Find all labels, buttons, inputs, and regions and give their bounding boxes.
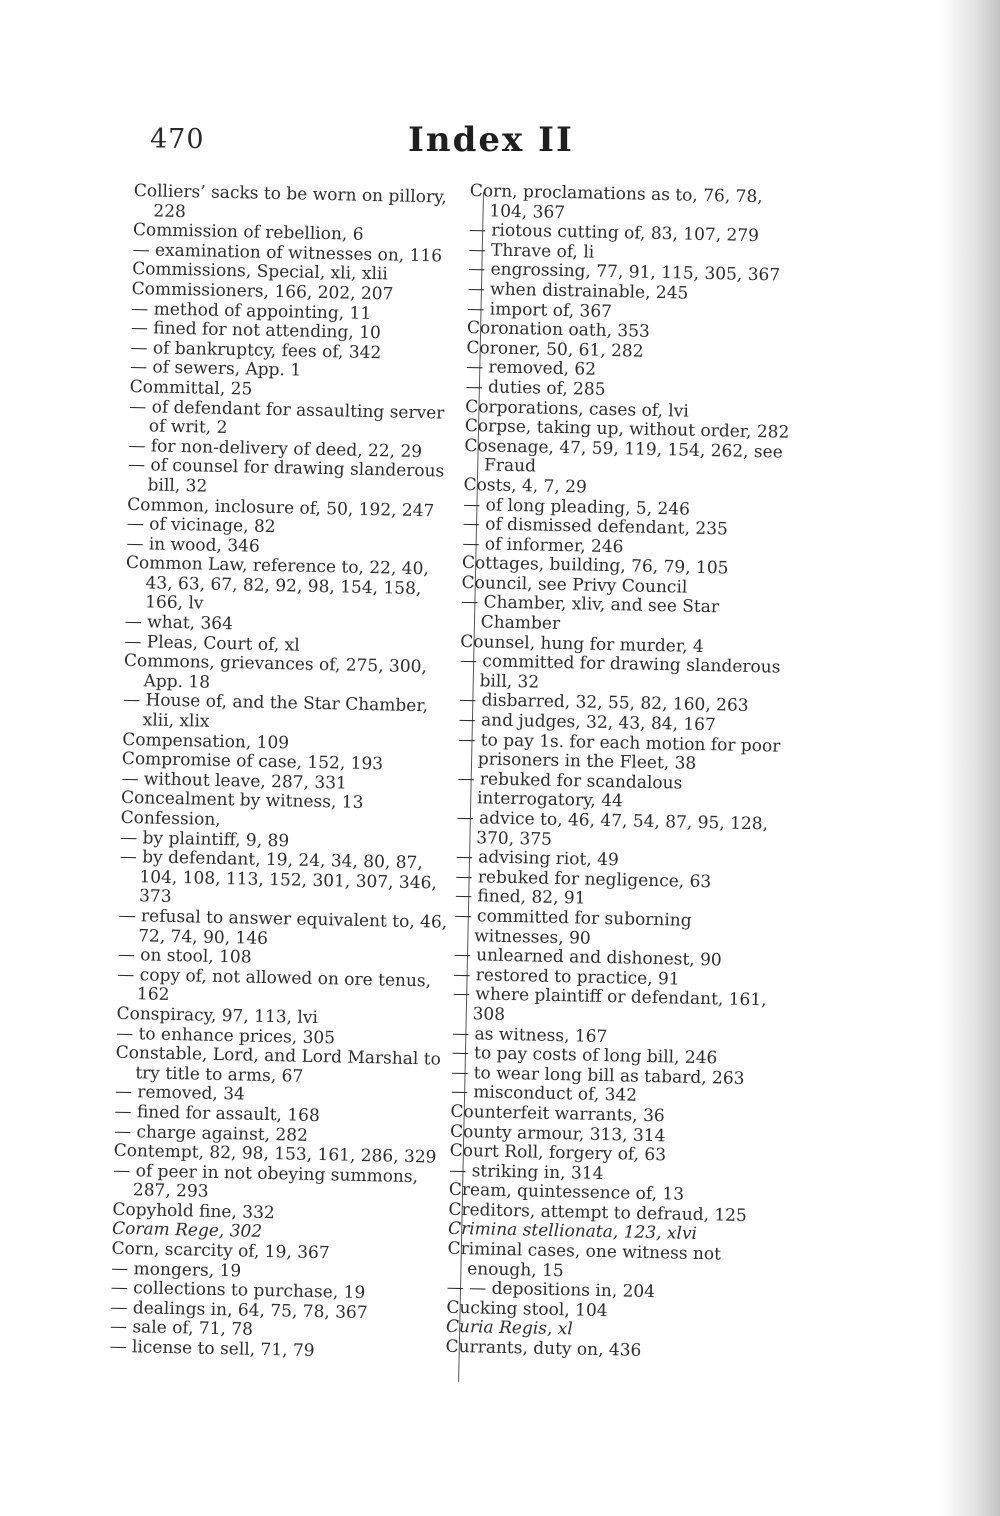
index-entry: Compensation, 109 (122, 729, 290, 753)
index-entry: — of defendant for assaulting server of writ, 2 (129, 396, 445, 439)
index-entry: — fined for not attending, 10 (130, 318, 382, 344)
index-entry: Currants, duty on, 436 (445, 1336, 642, 1361)
index-entry: — Thrave of, li (468, 239, 595, 263)
index-entry: Colliers’ sacks to be worn on pillory, 228 (133, 181, 448, 222)
index-entry: — in wood, 346 (126, 533, 260, 557)
index-entry: Curia Regis, xl (445, 1317, 573, 1340)
index-entry: Concealment by witness, 13 (120, 788, 364, 814)
index-entry: — rebuked for scandalous interrogatory, 44 (457, 768, 683, 812)
index-entry: — import of, 367 (467, 298, 613, 322)
index-entry: Corporations, cases of, lvi (465, 396, 689, 422)
index-column-left (109, 182, 464, 1364)
index-entry: Criminal cases, one witness not enough, 15 (447, 1238, 722, 1281)
index-entry: Commissioners, 166, 202, 207 (131, 278, 394, 305)
index-entry: Common Law, reference to, 22, 40, 43, 63, 67, 82, 92, 98, 154, 158, 166, lv (125, 553, 430, 615)
index-entry: — by plaintiff, 9, 89 (120, 827, 290, 851)
index-entry: — and judges, 32, 43, 84, 167 (458, 709, 717, 736)
index-entry: Corn, proclamations as to, 76, 78, 104, 367 (469, 181, 763, 223)
index-entry: — duties of, 285 (465, 376, 606, 400)
index-entry: — on stool, 108 (117, 944, 252, 968)
index-entry: — of dismissed defendant, 235 (462, 514, 729, 540)
index-entry: — of informer, 246 (462, 533, 624, 557)
index-entry: — Pleas, Court of, xl (124, 631, 300, 656)
index-entry: — removed, 34 (114, 1082, 246, 1105)
index-column-right (445, 182, 800, 1364)
index-entry: — method of appointing, 11 (131, 298, 372, 324)
page-number: 470 (150, 124, 205, 155)
index-entry: Court Roll, forgery of, 63 (449, 1140, 667, 1166)
index-entry: — unlearned and dishonest, 90 (453, 944, 722, 971)
index-entry: Counterfeit warrants, 36 (450, 1101, 665, 1127)
index-entry: — of long pleading, 5, 246 (463, 494, 691, 520)
index-entry: — sale of, 71, 78 (109, 1317, 254, 1341)
index-entry: — disbarred, 32, 55, 82, 160, 263 (458, 690, 749, 717)
index-entry: — collections to purchase, 19 (110, 1278, 366, 1304)
index-entry: Cucking stool, 104 (446, 1297, 608, 1321)
index-entry: — riotous cutting of, 83, 107, 279 (468, 220, 760, 247)
index-entry: Contempt, 82, 98, 153, 161, 286, 329 (113, 1140, 437, 1168)
index-entry: — as witness, 167 (451, 1023, 608, 1047)
index-entry: — of counsel for drawing slanderous bill, 32 (127, 455, 445, 497)
index-entry: Counsel, hung for murder, 4 (460, 631, 704, 657)
index-entry: — when distrainable, 245 (467, 278, 689, 304)
index-entry: Cream, quintessence of, 13 (448, 1180, 685, 1205)
index-entry: — of bankruptcy, fees of, 342 (130, 337, 382, 363)
index-entry: — to wear long bill as tabard, 263 (451, 1062, 745, 1089)
index-entry: — Chamber, xliv, and see Star Chamber (460, 592, 720, 635)
index-entry: Common, inclosure of, 50, 192, 247 (127, 494, 435, 521)
index-entry: Crimina stellionata, 123, xlvi (447, 1219, 698, 1245)
index-entry: — of vicinage, 82 (126, 514, 276, 538)
index-entry: — charge against, 282 (113, 1121, 309, 1146)
index-entry: — where plaintiff or defendant, 161, 308 (452, 984, 767, 1025)
index-entry: — removed, 62 (465, 357, 597, 381)
index-entry: Corpse, taking up, without order, 282 (464, 416, 790, 443)
index-entry: — to pay 1s. for each motion for poor prisoners in the Fleet, 38 (458, 729, 781, 775)
index-entry: Conspiracy, 97, 113, lvi (116, 1003, 319, 1028)
index-entry: — of sewers, App. 1 (129, 357, 302, 381)
index-entry: — engrossing, 77, 91, 115, 305, 367 (467, 259, 781, 286)
page-header (0, 120, 1000, 180)
running-title: Index II (408, 120, 574, 160)
index-entry: Council, see Privy Council (461, 572, 688, 598)
index-entry: Committal, 25 (129, 376, 253, 400)
index-entry: — mongers, 19 (111, 1258, 242, 1282)
index-entry: — rebuked for negligence, 63 (455, 866, 712, 892)
index-entry: Costs, 4, 7, 29 (463, 474, 588, 498)
index-entry: Cottages, building, 76, 79, 105 (461, 553, 729, 579)
index-entry: — striking in, 314 (449, 1160, 604, 1184)
index-entry: — by defendant, 19, 24, 34, 80, 87, 104, 108, 113, 152, 301, 307, 346, 373 (119, 847, 437, 908)
index-entry: — dealings in, 64, 75, 78, 367 (110, 1297, 368, 1323)
index-entry: County armour, 313, 314 (449, 1121, 666, 1146)
index-entry: — misconduct of, 342 (450, 1082, 638, 1107)
index-entry: Constable, Lord, and Lord Marshal to try title to arms, 67 (115, 1042, 442, 1087)
index-entry: Copyhold fine, 332 (112, 1199, 275, 1224)
index-entry: Corn, scarcity of, 19, 367 (111, 1238, 330, 1264)
index-entry: — fined, 82, 91 (454, 886, 586, 909)
index-entry: — to pay costs of long bill, 246 (451, 1042, 718, 1069)
index-entry: — advice to, 46, 47, 54, 87, 95, 128, 370, 375 (456, 807, 769, 850)
page-edge-shadow (940, 0, 1000, 1516)
index-entry: — of peer in not obeying summons, 287, 293 (113, 1160, 419, 1203)
index-entry: Commons, grievances of, 275, 300, App. 18 (123, 651, 428, 693)
index-entry: — committed for suborning witnesses, 90 (454, 905, 692, 949)
index-entry: Creditors, attempt to defraud, 125 (448, 1199, 748, 1226)
index-entry: Cosenage, 47, 59, 119, 154, 262, see Fraud (464, 435, 783, 477)
index-entry: — fined for assault, 168 (114, 1101, 320, 1126)
index-entry: — what, 364 (124, 611, 234, 635)
index-entry: Commissions, Special, xli, xlii (131, 259, 388, 285)
index-entry: Confession, (120, 807, 221, 830)
index-entry: — copy of, not allowed on ore tenus, 162 (117, 964, 432, 1006)
index-entry: Commission of rebellion, 6 (132, 220, 364, 246)
index-entry: — license to sell, 71, 79 (109, 1336, 315, 1362)
index-entry: — to enhance prices, 305 (115, 1023, 336, 1048)
index-entry: — without leave, 287, 331 (121, 768, 348, 794)
index-entry: Coroner, 50, 61, 282 (466, 337, 644, 362)
index-entry: — committed for drawing slanderous bill, 32 (459, 651, 781, 693)
index-entry: Compromise of case, 152, 193 (121, 749, 384, 775)
index-entry: — restored to practice, 91 (453, 964, 680, 990)
index-entry: — — depositions in, 204 (446, 1278, 656, 1303)
index-entry: — for non-delivery of deed, 22, 29 (128, 435, 423, 462)
index-entry: Coronation oath, 353 (466, 318, 651, 342)
index-entry: — advising riot, 49 (455, 847, 619, 871)
index-entry: — refusal to answer equivalent to, 46, 72, 74, 90, 146 (118, 905, 448, 949)
index-entry: — examination of witnesses on, 116 (132, 239, 443, 267)
index-entry: Coram Rege, 302 (111, 1219, 263, 1243)
index-entry: — House of, and the Star Chamber, xlii, xlix (122, 690, 429, 732)
